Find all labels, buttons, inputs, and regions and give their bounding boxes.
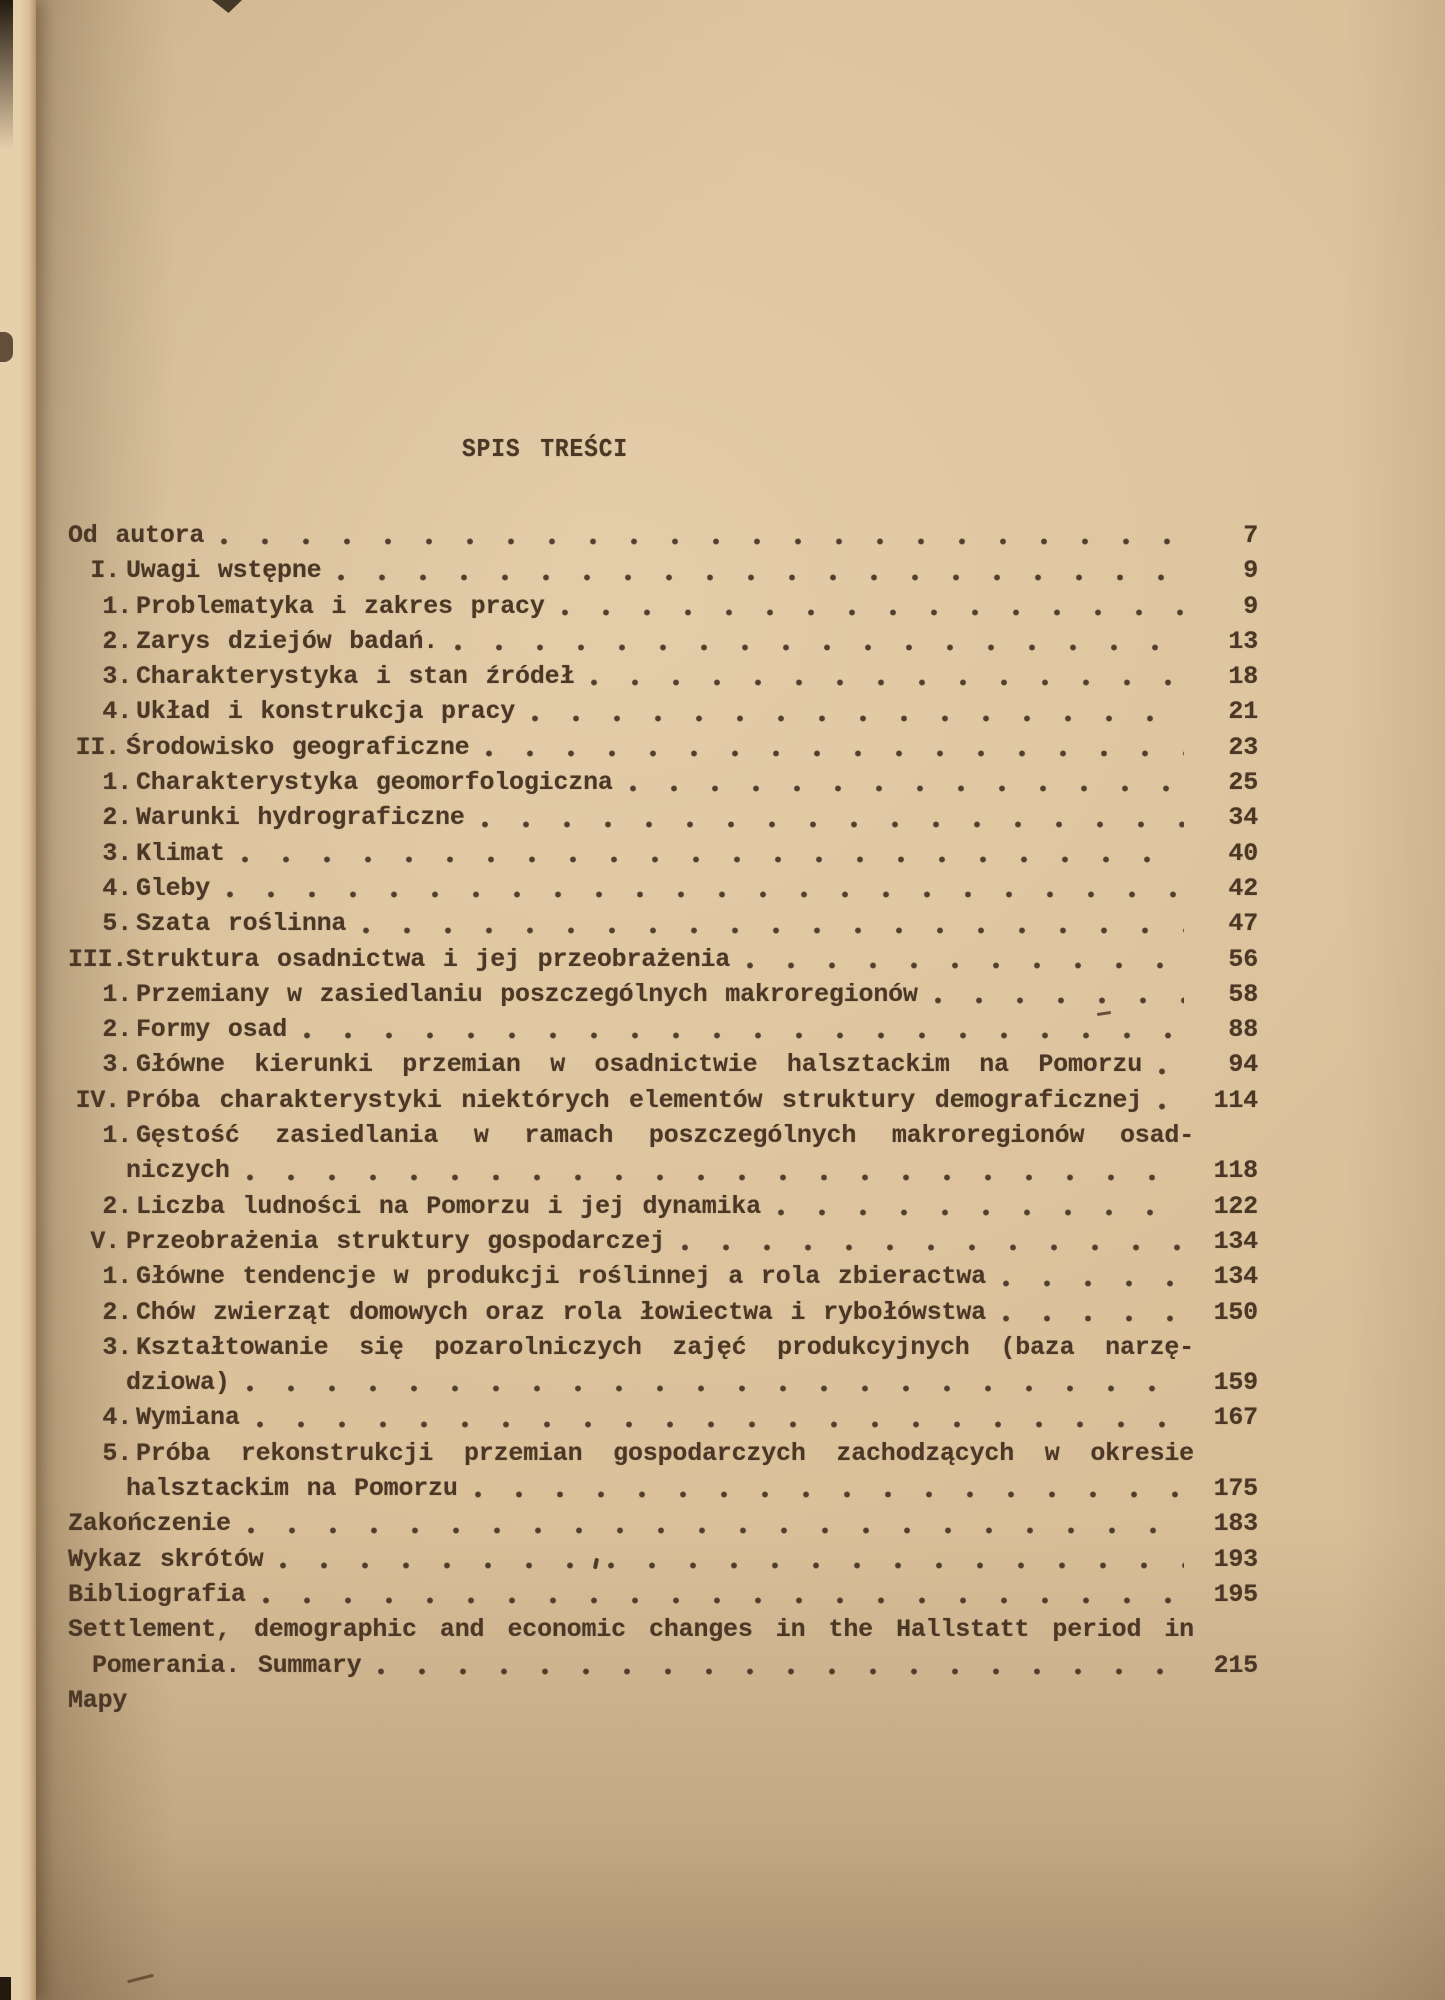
toc-row-label: Zarys dziejów badań. [136,626,439,656]
toc-row-page: 134 [1213,1226,1258,1256]
toc-row-page: 88 [1228,1015,1258,1045]
toc-row-number: 4. [102,873,132,903]
toc-row [68,1295,1258,1330]
ink-fragment-mark [0,332,13,362]
dot-leader [629,784,1184,793]
toc-row-page: 21 [1228,697,1258,727]
pen-stray-mark [127,1974,154,1983]
dot-leader [256,1420,1184,1429]
toc-row-label: Szata roślinna [136,909,347,939]
toc-row-number: 2. [102,1297,132,1327]
toc-row [68,1577,1258,1612]
toc-row-page: 150 [1213,1297,1258,1327]
toc-row-number: IV. [75,1085,120,1115]
toc-row-page: 18 [1228,662,1258,692]
toc-row [68,659,1258,694]
dot-leader [777,1208,1184,1217]
toc-row-page: 58 [1228,979,1258,1009]
toc-row-label: Uwagi wstępne [126,556,322,586]
toc-row-label: Wykaz skrótów [68,1544,264,1574]
dot-leader [1158,1102,1184,1111]
toc-row [68,906,1258,941]
dot-leader [1002,1314,1184,1323]
toc-row-page: 114 [1213,1085,1258,1115]
dot-leader [481,820,1184,829]
toc-row [68,800,1258,835]
toc-row-page: 9 [1243,556,1258,586]
toc-row-page: 47 [1228,909,1258,939]
dot-leader [377,1667,1184,1676]
toc-row-number: 4. [102,1403,132,1433]
toc-row-number: 1. [102,591,132,621]
dot-leader [1002,1279,1184,1288]
dot-leader [246,1384,1184,1393]
page-title: SPIS TREŚCI [461,434,628,464]
toc-row-label: Mapy [68,1685,128,1715]
toc-row [68,1542,1258,1577]
dot-leader [681,1243,1184,1252]
toc-row-number: 2. [102,1015,132,1045]
toc-row-number: V. [90,1226,120,1256]
toc-row-label: Formy osad [136,1015,288,1045]
toc-row-label: Chów zwierząt domowych oraz rola łowiectwa i rybołówstwa [136,1297,986,1327]
dot-leader [362,926,1184,935]
toc-row [68,694,1258,729]
toc-row-label: Główne kierunki przemian w osadnictwie halsztackim na Pomorzu [136,1050,1142,1080]
toc-row-number: 3. [102,1332,132,1362]
toc-list [68,518,1258,1718]
toc-row [68,1612,1258,1647]
toc-row-label: Bibliografia [68,1579,246,1609]
toc-row-number: 3. [102,662,132,692]
toc-row-number: III. [68,944,128,974]
toc-row-page: 215 [1213,1650,1258,1680]
toc-row-page: 122 [1213,1191,1258,1221]
toc-row-number: 5. [102,909,132,939]
toc-row [68,836,1258,871]
toc-row-page: 195 [1213,1579,1258,1609]
toc-row [68,730,1258,765]
toc-row-label: Pomerania. Summary [92,1650,362,1680]
dot-leader [241,855,1184,864]
toc-row [68,1400,1258,1435]
toc-row-page: 134 [1213,1262,1258,1292]
toc-row-number: 1. [102,768,132,798]
toc-row-number: 4. [102,697,132,727]
dot-leader [561,608,1184,617]
toc-row-number: II. [75,732,120,762]
toc-row-label: Warunki hydrograficzne [136,803,465,833]
dot-leader [474,1490,1184,1499]
previous-page-edge [0,0,36,2000]
toc-row-number: 5. [102,1438,132,1468]
toc-row-label: Gęstość zasiedlania w ramach poszczególnych makroregionów osad- [136,1121,1194,1151]
toc-row [68,1153,1258,1188]
toc-row-label: Wymiana [136,1403,240,1433]
toc-row-number: 3. [102,1050,132,1080]
toc-row-page: 175 [1213,1474,1258,1504]
toc-row [68,1259,1258,1294]
toc-row-label: Główne tendencje w produkcji roślinnej a rola zbieractwa [136,1262,986,1292]
toc-row-page: 13 [1228,626,1258,656]
toc-row [68,1189,1258,1224]
toc-row-number: 2. [102,626,132,656]
toc-row-page: 159 [1213,1368,1258,1398]
toc-row-page: 118 [1213,1156,1258,1186]
toc-row [68,518,1258,553]
top-edge-notch [212,0,242,13]
bottom-edge-shadow [0,1977,11,2000]
toc-row-label: Próba charakterystyki niektórych elementów struktury demograficznej [126,1085,1142,1115]
toc-row [68,1683,1258,1718]
toc-row-label: Settlement, demographic and economic changes in the Hallstatt period in [68,1615,1194,1645]
toc-row [68,553,1258,588]
toc-row-label: halsztackim na Pomorzu [126,1474,458,1504]
toc-row-page: 167 [1213,1403,1258,1433]
dot-leader [1158,1067,1184,1076]
dot-leader [220,537,1184,546]
gutter-shadow-top [0,0,13,150]
toc-row [68,977,1258,1012]
toc-row [68,1648,1258,1683]
toc-row-label: Struktura osadnictwa i jej przeobrażenia [126,944,731,974]
toc-row-number: 2. [102,1191,132,1221]
toc-row-number: 1. [102,1121,132,1151]
toc-row [68,1118,1258,1153]
dot-leader [246,1173,1184,1182]
toc-row [68,624,1258,659]
toc-row-label: Od autora [68,521,205,550]
dot-leader [262,1596,1184,1605]
toc-row-number: 3. [102,838,132,868]
toc-row-page: 40 [1228,838,1258,868]
toc-row-label: Liczba ludności na Pomorzu i jej dynamika [136,1191,761,1221]
toc-row-label: Problematyka i zakres pracy [136,591,545,621]
dot-leader [590,678,1184,687]
toc-row [68,1506,1258,1541]
toc-row [68,765,1258,800]
toc-row [68,1047,1258,1082]
toc-row-page: 94 [1228,1050,1258,1080]
dot-leader [279,1561,1184,1570]
toc-row [68,871,1258,906]
dot-leader [226,890,1184,899]
toc-row-page: 9 [1243,591,1258,621]
toc-row [68,1471,1258,1506]
dot-leader [746,961,1184,970]
dot-leader [303,1031,1184,1040]
toc-row [68,1083,1258,1118]
toc-row-label: niczych [126,1156,230,1186]
toc-row-label: Próba rekonstrukcji przemian gospodarczych zachodzących w okresie [136,1438,1194,1468]
toc-row-page: 56 [1228,944,1258,974]
toc-row-number: 1. [102,1262,132,1292]
dot-leader [247,1526,1184,1535]
toc-row-page: 34 [1228,803,1258,833]
toc-row-number: 1. [102,979,132,1009]
toc-row [68,1012,1258,1047]
toc-row-page: 7 [1243,521,1258,550]
toc-row-number: I. [90,556,120,586]
toc-row-label: Gleby [136,873,211,903]
dot-leader [531,714,1184,723]
toc-row-label: Przemiany w zasiedlaniu poszczególnych makroregionów [136,979,918,1009]
toc-row-label: Przeobrażenia struktury gospodarczej [126,1226,665,1256]
toc-row-page: 25 [1228,768,1258,798]
toc-row-page: 42 [1228,873,1258,903]
toc-row-label: Kształtowanie się pozarolniczych zajęć produkcyjnych (baza narzę- [136,1332,1194,1362]
dot-leader [337,573,1184,582]
dot-leader [485,749,1184,758]
toc-row-label: dziowa) [126,1368,230,1398]
toc-row-label: Środowisko geograficzne [126,732,470,762]
toc-row-label: Układ i konstrukcja pracy [136,697,516,727]
toc-row-label: Charakterystyka i stan źródeł [136,662,575,692]
toc-row [68,1330,1258,1365]
dot-leader [454,643,1184,652]
toc-row-page: 193 [1213,1544,1258,1574]
toc-row-label: Klimat [136,838,225,868]
toc-row-number: 2. [102,803,132,833]
toc-row [68,1224,1258,1259]
toc-row-page: 23 [1228,732,1258,762]
toc-row-label: Zakończenie [68,1509,231,1539]
toc-row [68,1436,1258,1471]
dot-leader [934,996,1184,1005]
toc-row [68,1365,1258,1400]
toc-row [68,942,1258,977]
toc-row [68,589,1258,624]
toc-row-label: Charakterystyka geomorfologiczna [136,768,613,798]
toc-row-page: 183 [1213,1509,1258,1539]
